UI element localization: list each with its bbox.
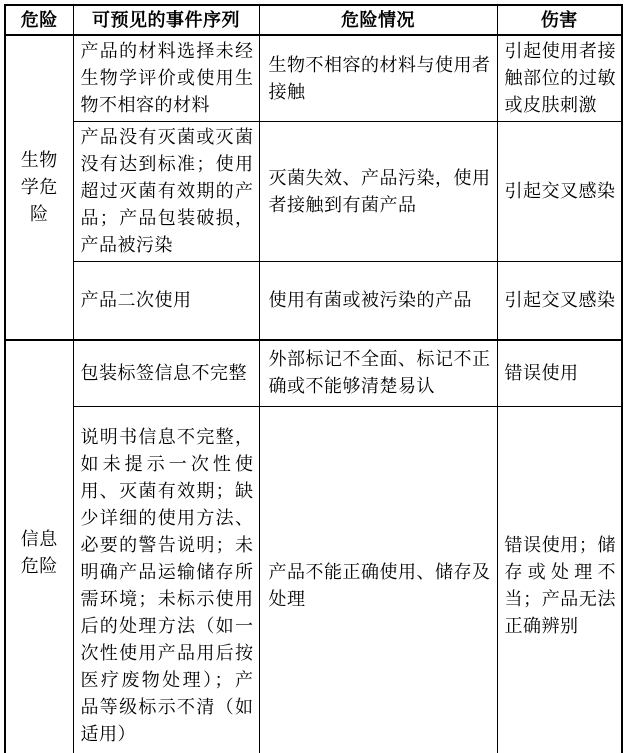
harm-cell: 引起交叉感染 xyxy=(497,262,622,340)
table-row-bio-1 xyxy=(5,35,622,122)
hazard-group-label-biological: 生物学危险 xyxy=(5,35,73,340)
header-hazard: 危险 xyxy=(5,5,73,35)
harm-cell: 引起使用者接触部位的过敏或皮肤刺激 xyxy=(497,35,622,122)
table-row-bio-2 xyxy=(5,122,622,262)
hazard-situation-cell: 使用有菌或被污染的产品 xyxy=(259,262,497,340)
event-sequence-cell: 说明书信息不完整，如未提示一次性使用、灭菌有效期；缺少详细的使用方法、必要的警告说明；未明确产品运输储存所需环境；未标示使用后的处理方法（如一次性使用产品用后按医疗废物处理）；产品等级标示不清（如适用） xyxy=(73,407,259,753)
hazard-situation-cell: 灭菌失效、产品污染，使用者接触到有菌产品 xyxy=(259,122,497,262)
hazard-situation-cell: 产品不能正确使用、储存及处理 xyxy=(259,407,497,753)
risk-analysis-table xyxy=(4,4,623,753)
hazard-situation-cell: 外部标记不全面、标记不正确或不能够清楚易认 xyxy=(259,340,497,407)
table-row-info-1 xyxy=(5,340,622,407)
harm-cell: 错误使用 xyxy=(497,340,622,407)
hazard-situation-cell: 生物不相容的材料与使用者接触 xyxy=(259,35,497,122)
header-hazard-situation: 危险情况 xyxy=(259,5,497,35)
event-sequence-cell: 包装标签信息不完整 xyxy=(73,340,259,407)
header-harm: 伤害 xyxy=(497,5,622,35)
event-sequence-cell: 产品的材料选择未经生物学评价或使用生物不相容的材料 xyxy=(73,35,259,122)
event-sequence-cell: 产品二次使用 xyxy=(73,262,259,340)
harm-cell: 引起交叉感染 xyxy=(497,122,622,262)
hazard-group-label-information: 信息危险 xyxy=(5,340,73,753)
table-header-row xyxy=(5,5,622,35)
event-sequence-cell: 产品没有灭菌或灭菌没有达到标准；使用超过灭菌有效期的产品；产品包装破损，产品被污染 xyxy=(73,122,259,262)
table-row-info-2 xyxy=(5,407,622,753)
header-event-sequence: 可预见的事件序列 xyxy=(73,5,259,35)
harm-cell: 错误使用；储存或处理不当；产品无法正确辨别 xyxy=(497,407,622,753)
table-row-bio-3 xyxy=(5,262,622,340)
